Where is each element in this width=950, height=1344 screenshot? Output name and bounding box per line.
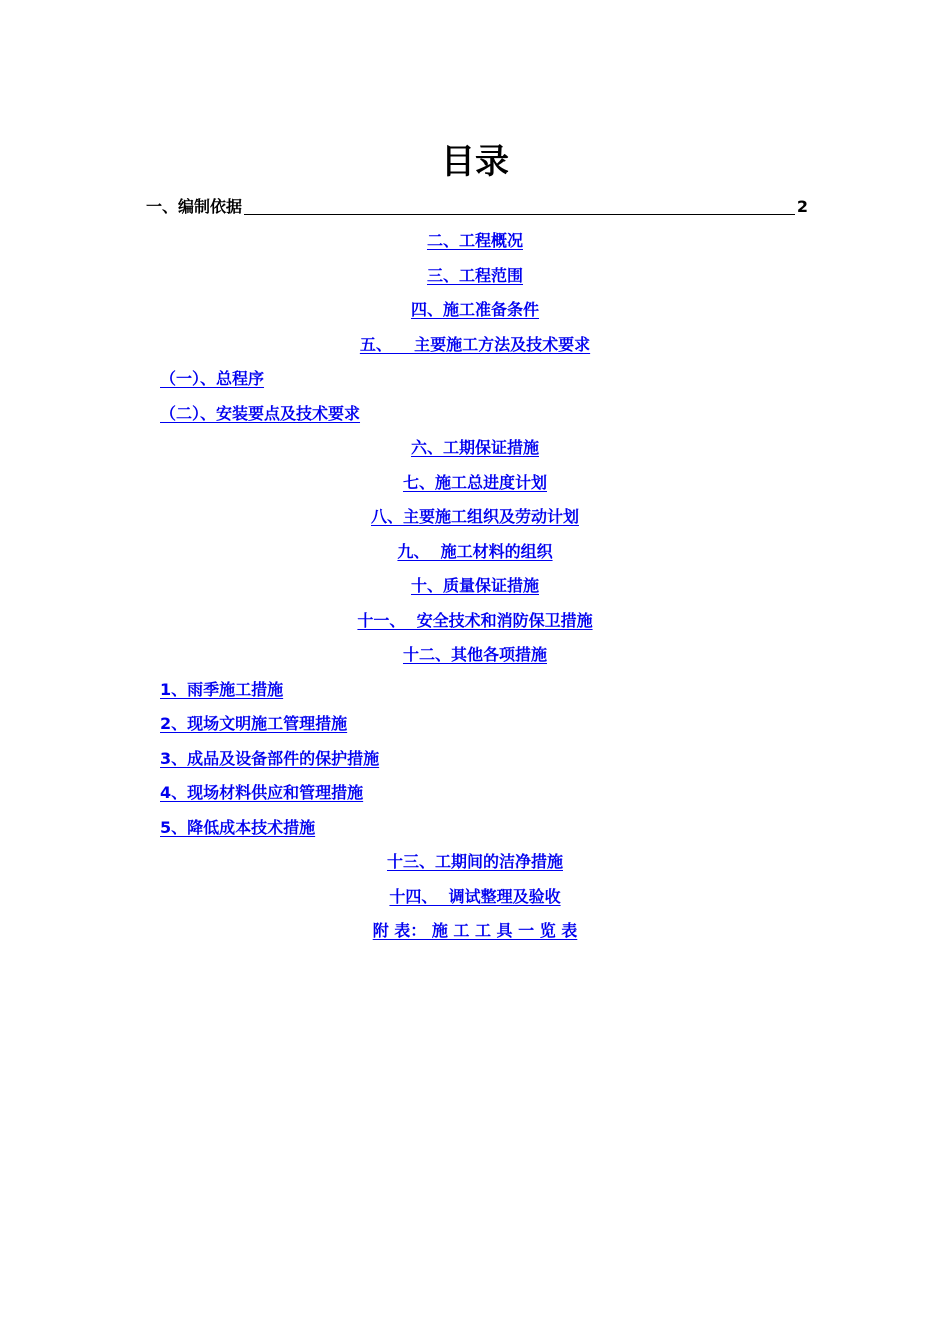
toc-entry — [0, 608, 950, 634]
toc-entry — [0, 332, 950, 358]
toc-entry-link[interactable]: 十一、 安全技术和消防保卫措施 — [357, 610, 593, 630]
toc-entry-link[interactable]: 九、 施工材料的组织 — [397, 541, 553, 561]
toc-entry-link[interactable]: 十四、 调试整理及验收 — [389, 886, 561, 906]
toc-entry — [0, 504, 950, 530]
toc-entry-label: 一、编制依据 — [146, 197, 243, 216]
toc-entry — [160, 401, 360, 427]
toc-entry — [0, 297, 950, 323]
toc-entry-link[interactable]: 3、成品及设备部件的保护措施 — [160, 748, 380, 768]
toc-entry-link[interactable]: 4、现场材料供应和管理措施 — [160, 783, 364, 802]
toc-entry — [0, 435, 950, 461]
toc-entry-link[interactable]: 1、雨季施工措施 — [160, 679, 284, 699]
toc-entry-link[interactable]: 五、 主要施工方法及技术要求 — [359, 334, 591, 354]
toc-entry — [0, 642, 950, 668]
toc-entry-link[interactable]: 六、工期保证措施 — [410, 438, 539, 457]
toc-entry — [0, 918, 950, 944]
toc-entry — [0, 539, 950, 565]
toc-entry-link[interactable]: 三、工程范围 — [426, 265, 523, 285]
toc-entry — [160, 780, 363, 806]
toc-entry-link[interactable]: （二）、安装要点及技术要求 — [160, 403, 361, 423]
toc-entry — [160, 711, 347, 737]
toc-entry — [0, 849, 950, 875]
toc-page-number: 2 — [796, 197, 808, 216]
toc-entry-link[interactable]: 十二、其他各项措施 — [402, 645, 547, 664]
toc-entry — [0, 573, 950, 599]
toc-entry-link[interactable]: 七、施工总进度计划 — [402, 472, 547, 492]
toc-entry-link[interactable]: 四、施工准备条件 — [410, 300, 539, 319]
page-title: 目录 — [441, 142, 509, 182]
toc-entry-link[interactable]: 十、质量保证措施 — [410, 576, 539, 595]
toc-entry — [0, 263, 950, 289]
toc-entry — [0, 470, 950, 496]
toc-entry-link[interactable]: 八、主要施工组织及劳动计划 — [370, 507, 579, 526]
toc-entry — [160, 746, 379, 772]
toc-entry — [160, 815, 315, 841]
toc-entry-first[interactable] — [146, 194, 808, 220]
toc-entry-link[interactable]: 5、降低成本技术措施 — [160, 817, 316, 837]
toc-entry-link[interactable]: 十三、工期间的洁净措施 — [386, 852, 563, 871]
toc-entry-link[interactable]: （一）、总程序 — [160, 369, 265, 388]
toc-entry — [0, 228, 950, 254]
toc-entry-link[interactable]: 附 表： 施 工 工 具 一 览 表 — [372, 921, 578, 940]
toc-entry — [160, 366, 264, 392]
toc-entry — [0, 884, 950, 910]
toc-entry — [160, 677, 283, 703]
toc-entry-link[interactable]: 二、工程概况 — [426, 231, 523, 250]
toc-entry-link[interactable]: 2、现场文明施工管理措施 — [160, 714, 348, 733]
toc-leader-line — [244, 214, 795, 215]
